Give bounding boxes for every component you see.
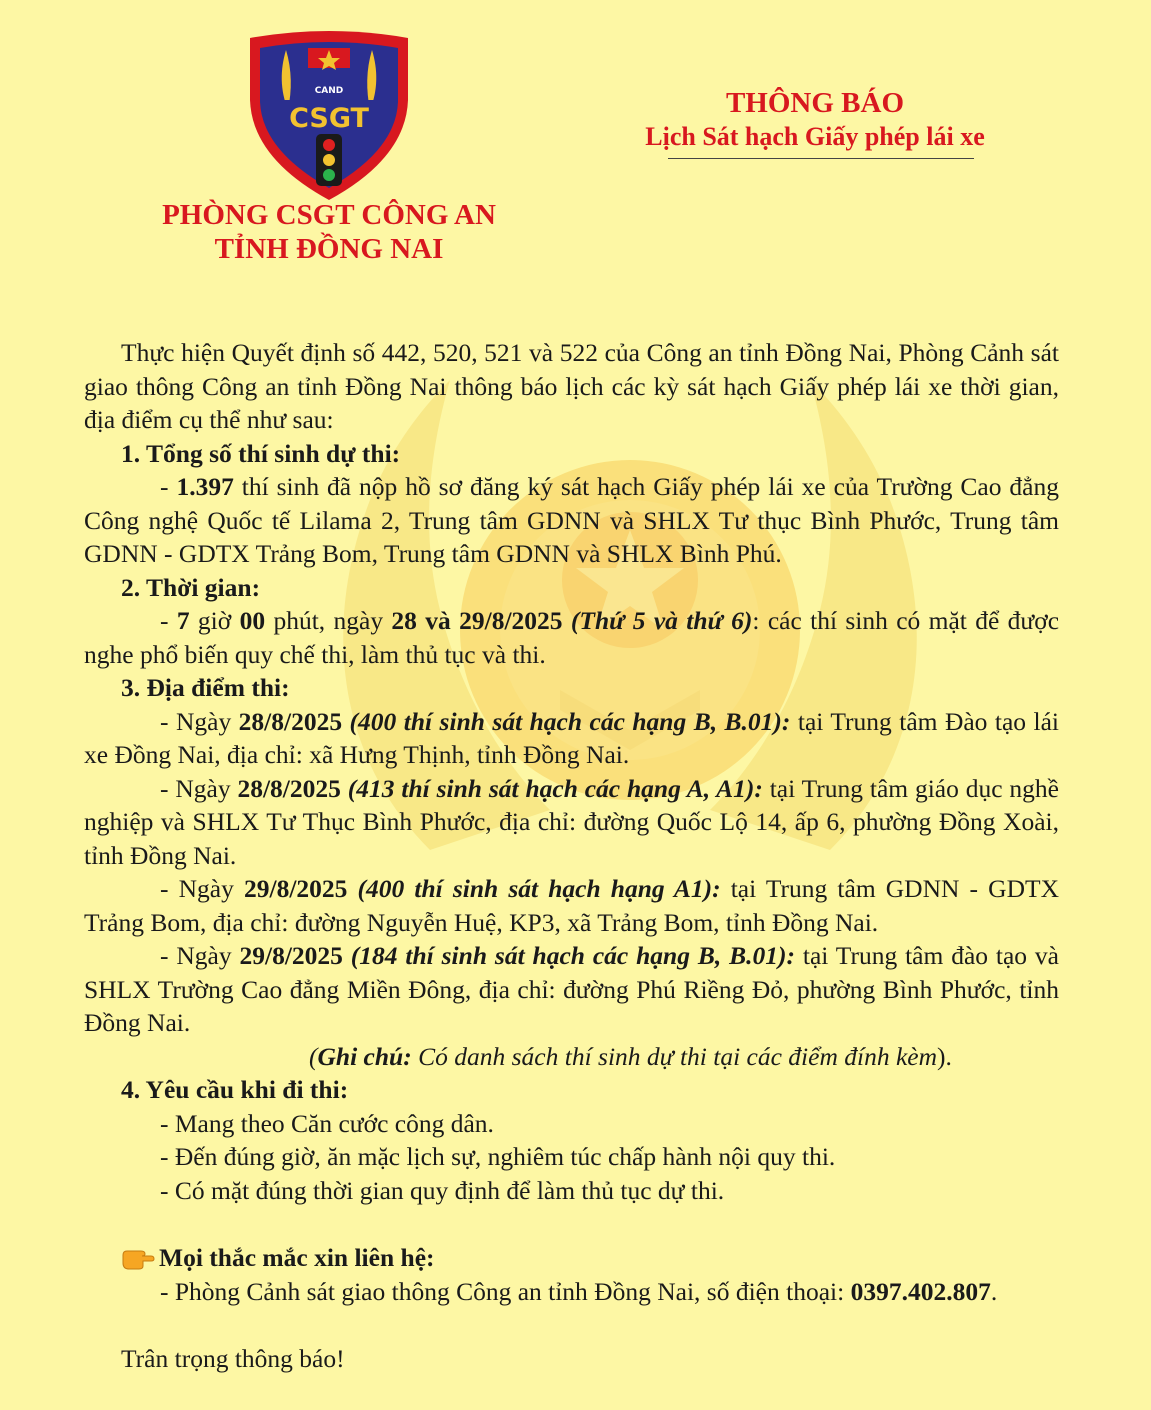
location-item	[84, 939, 1059, 1040]
section-2-heading: 2. Thời gian:	[121, 572, 261, 602]
organization-name	[120, 198, 538, 266]
note-paren: ).	[937, 1041, 952, 1071]
dash: -	[160, 472, 177, 501]
location-date: 29/8/2025	[243, 874, 348, 903]
emblem-top-text: CAND	[314, 86, 344, 96]
location-text: tại Trung tâm GDNN - GDTX Trảng Bom, địa chỉ: đường Nguyễn Huệ, KP3, xã Trảng Bom, tỉnh Đồng Nai.	[84, 874, 1059, 937]
section-3-heading: 3. Địa điểm thi:	[121, 673, 290, 702]
pointing-hand-icon	[121, 1246, 155, 1270]
spacer	[84, 1207, 1059, 1241]
org-line-2: TỈNH ĐỒNG NAI	[214, 233, 444, 265]
closing-line: Trân trọng thông báo!	[121, 1344, 345, 1373]
contact-phone: 0397.402.807	[850, 1276, 991, 1306]
note-line	[84, 1040, 1059, 1074]
text-fragment: giờ	[189, 606, 240, 635]
notice-subtitle: Lịch Sát hạch Giấy phép lái xe	[645, 122, 985, 151]
requirement-item: - Mang theo Căn cước công dân.	[160, 1108, 494, 1138]
location-item	[84, 872, 1059, 939]
intro-paragraph: Thực hiện Quyết định số 442, 520, 521 và 522 của Công an tỉnh Đồng Nai, Phòng Cảnh sát giao thông Công an tỉnh Đồng Nai thông báo lịch các kỳ sát hạch Giấy phép lái xe thời gian, địa điểm cụ thể như sau:	[84, 338, 1059, 434]
location-item	[84, 772, 1059, 873]
contact-end: .	[990, 1276, 998, 1306]
section-1-text: thí sinh đã nộp hồ sơ đăng ký sát hạch Giấy phép lái xe của Trường Cao đẳng Công nghệ Quốc tế Lilama 2, Trung tâm GDNN và SHLX Tư thục Bình Phước, Trung tâm GDNN - GDTX Trảng Bom, Trung tâm GDNN và SHLX Bình Phú.	[84, 472, 1059, 568]
section-4-heading: 4. Yêu cầu khi đi thi:	[121, 1075, 349, 1104]
contact-heading	[84, 1241, 1059, 1275]
candidate-count: 1.397	[176, 472, 234, 501]
location-detail: (400 thí sinh sát hạch hạng A1):	[347, 874, 721, 903]
org-line-1: PHÒNG CSGT CÔNG AN	[162, 199, 496, 231]
contact-text: - Phòng Cảnh sát giao thông Công an tỉnh Đồng Nai, số điện thoại:	[160, 1276, 851, 1306]
note-paren: (	[309, 1041, 318, 1071]
location-date: 29/8/2025	[239, 941, 343, 970]
location-prefix: - Ngày	[160, 773, 238, 803]
location-text: tại Trung tâm giáo dục nghề nghiệp và SHLX Tư Thục Bình Phước, địa chỉ: đường Quốc Lộ 14, ấp 6, phường Đồng Xoài, tỉnh Đồng Nai.	[84, 773, 1059, 870]
exam-hour: 7	[176, 606, 190, 635]
contact-heading-text: Mọi thắc mắc xin liên hệ:	[159, 1243, 435, 1272]
location-item	[84, 705, 1059, 772]
spacer	[84, 1308, 1059, 1342]
notice-title: THÔNG BÁO	[725, 87, 905, 119]
section-1-paragraph	[84, 470, 1059, 571]
location-text: tại Trung tâm Đào tạo lái xe Đồng Nai, địa chỉ: xã Hưng Thịnh, tỉnh Đồng Nai.	[84, 706, 1059, 769]
location-date: 28/8/2025	[238, 706, 343, 736]
dash: -	[160, 606, 177, 635]
location-prefix: - Ngày	[160, 874, 244, 903]
location-prefix: - Ngày	[160, 941, 240, 970]
location-prefix: - Ngày	[160, 706, 239, 736]
location-detail: (184 thí sinh sát hạch các hạng B, B.01):	[342, 941, 795, 970]
section-1-heading: 1. Tổng số thí sinh dự thi:	[121, 438, 401, 468]
text-fragment: phút, ngày	[265, 606, 392, 635]
csgt-emblem-logo	[246, 30, 412, 202]
notice-body	[84, 336, 1059, 1376]
exam-dates: 28 và 29/8/2025	[391, 606, 563, 635]
title-underline	[668, 158, 974, 159]
requirement-item: - Đến đúng giờ, ăn mặc lịch sự, nghiêm túc chấp hành nội quy thi.	[160, 1142, 836, 1171]
location-detail: (413 thí sinh sát hạch các hạng A, A1):	[340, 773, 763, 803]
location-text: tại Trung tâm đào tạo và SHLX Trường Cao đẳng Miền Đông, địa chỉ: đường Phú Riềng Đỏ, phường Bình Phước, tỉnh Đồng Nai.	[84, 941, 1059, 1037]
location-detail: (400 thí sinh sát hạch các hạng B, B.01):	[342, 706, 791, 736]
exam-weekdays: (Thứ 5 và thứ 6)	[570, 606, 753, 635]
note-label: Ghi chú:	[317, 1041, 412, 1071]
text-fragment: : các thí sinh có mặt để được nghe phổ biến quy chế thi, làm thủ tục và thi.	[84, 606, 1060, 669]
emblem-main-text: CSGT	[289, 103, 369, 134]
section-2-paragraph	[84, 604, 1059, 671]
note-text: Có danh sách thí sinh dự thi tại các điểm đính kèm	[411, 1041, 937, 1071]
requirement-item: - Có mặt đúng thời gian quy định để làm thủ tục dự thi.	[160, 1175, 725, 1205]
location-date: 28/8/2025	[237, 773, 341, 803]
contact-line	[84, 1275, 1059, 1309]
exam-minute: 00	[239, 606, 266, 635]
text-fragment	[563, 606, 571, 635]
